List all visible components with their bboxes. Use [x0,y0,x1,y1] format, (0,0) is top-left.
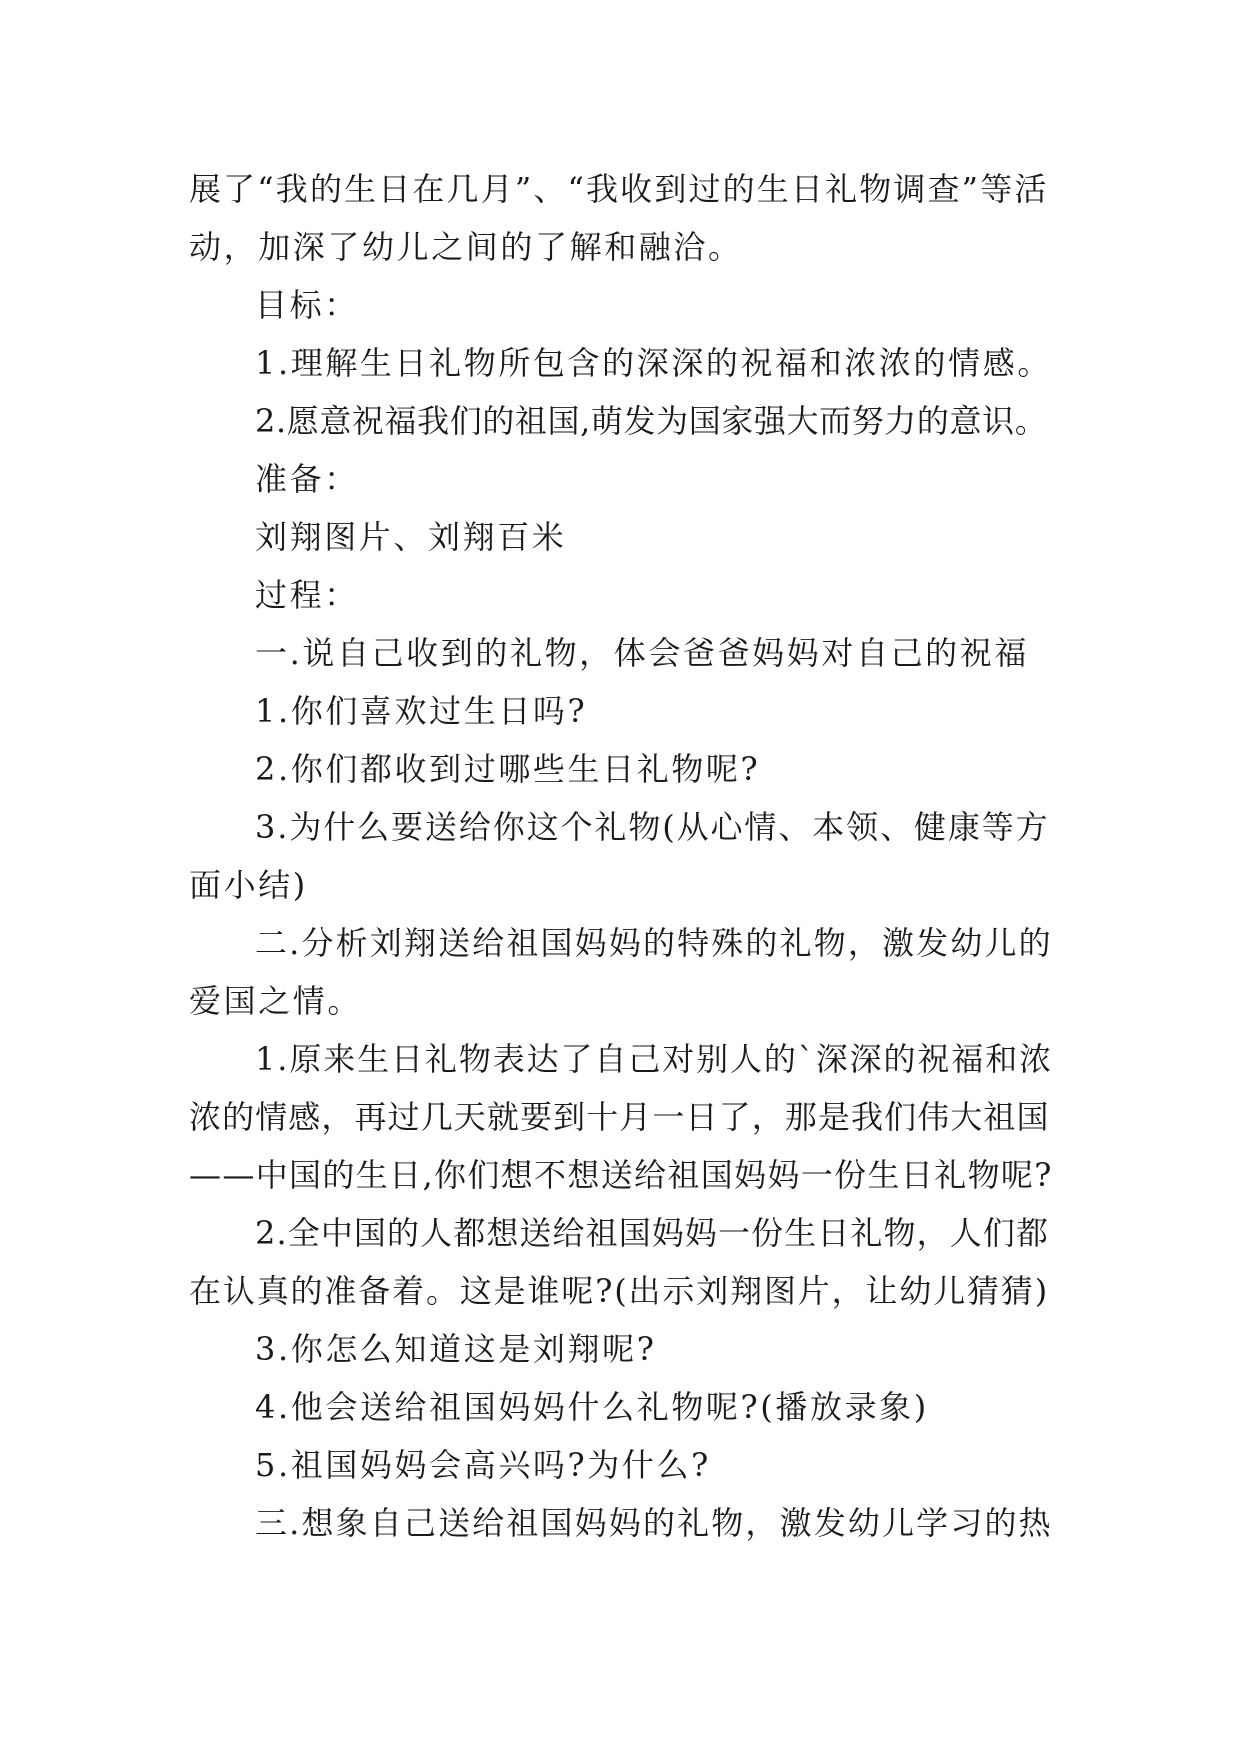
section-heading-process: 过程： [255,576,359,614]
list-item: 1.原来生日礼物表达了自己对别人的`深深的祝福和浓 [255,1040,1054,1078]
list-item: 2.你们都收到过哪些生日礼物呢? [255,750,761,788]
list-item: 3.为什么要送给你这个礼物(从心情、本领、健康等方 [255,808,1050,846]
list-item-continuation: ——中国的生日,你们想不想送给祖国妈妈一份生日礼物呢? [189,1156,1053,1194]
process-step-2-heading: 二.分析刘翔送给祖国妈妈的特殊的礼物，激发幼儿的 [255,924,1053,962]
process-step-1-heading: 一.说自己收到的礼物，体会爸爸妈妈对自己的祝福 [255,634,1029,672]
process-step-2-continuation: 爱国之情。 [189,982,363,1020]
process-step-3-heading: 三.想象自己送给祖国妈妈的礼物，激发幼儿学习的热 [255,1504,1053,1542]
goal-item-2: 2.愿意祝福我们的祖国,萌发为国家强大而努力的意识。 [255,402,1048,440]
list-item-continuation: 浓的情感，再过几天就要到十月一日了，那是我们伟大祖国 [189,1098,1050,1136]
document-body [189,160,1053,1552]
goal-item-1: 1.理解生日礼物所包含的深深的祝福和浓浓的情感。 [255,344,1052,382]
paragraph-line: 动，加深了幼儿之间的了解和融洽。 [189,228,743,266]
list-item: 4.他会送给祖国妈妈什么礼物呢?(播放录象) [255,1388,929,1426]
paragraph-line: 展了“我的生日在几月”、“我收到过的生日礼物调查”等活 [189,170,1049,208]
list-item: 5.祖国妈妈会高兴吗?为什么? [255,1446,711,1484]
section-heading-goals: 目标： [255,286,359,324]
preparation-text: 刘翔图片、刘翔百米 [255,518,567,556]
list-item-continuation: 在认真的准备着。这是谁呢?(出示刘翔图片，让幼儿猜猜) [189,1272,1050,1310]
list-item: 3.你怎么知道这是刘翔呢? [255,1330,657,1368]
list-item-continuation: 面小结) [189,866,308,904]
section-heading-preparation: 准备： [255,460,359,498]
list-item: 1.你们喜欢过生日吗? [255,692,588,730]
list-item: 2.全中国的人都想送给祖国妈妈一份生日礼物，人们都 [255,1214,1050,1252]
